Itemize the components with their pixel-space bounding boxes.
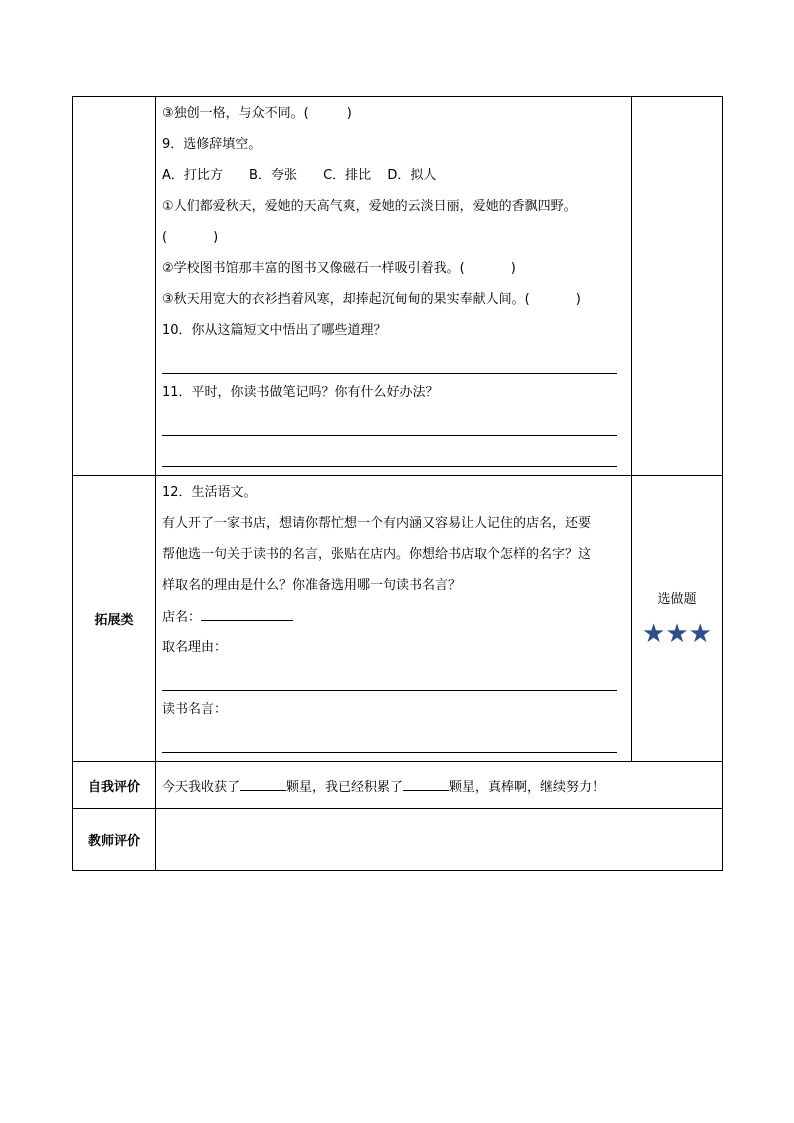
q12-text-line-2: 帮他选一句关于读书的名言，张贴在店内。你想给书店取个怎样的名字？这: [162, 547, 592, 562]
extension-label: 拓展类: [73, 476, 156, 762]
basic-section-row: [73, 97, 723, 476]
q9-option-d: D．拟人: [387, 168, 437, 183]
quote-answer-line[interactable]: [162, 730, 625, 761]
stars-earned-blank[interactable]: [240, 776, 286, 791]
reason-label: 取名理由：: [162, 640, 228, 655]
basic-section-label-cell: [73, 97, 156, 476]
q9-option-c: C．排比: [323, 168, 372, 183]
teacher-eval-row: [73, 809, 723, 871]
q9-item2: ②学校图书馆那丰富的图书又像磁石一样吸引着我。( ): [162, 261, 516, 276]
q9-option-b: B．夸张: [249, 168, 297, 183]
teacher-eval-content[interactable]: [156, 809, 723, 871]
extension-section-row: [73, 476, 723, 762]
q9-option-a: A．打比方: [162, 168, 223, 183]
q10: 10．你从这篇短文中悟出了哪些道理？: [162, 323, 387, 338]
self-eval-row: [73, 762, 723, 809]
extension-content: [156, 476, 632, 762]
q10-answer-line[interactable]: [162, 351, 625, 382]
q11-answer-line-2[interactable]: [162, 444, 625, 475]
q9-options: [162, 165, 625, 196]
q9-item3: ③秋天用宽大的衣衫挡着风寒，却捧起沉甸甸的果实奉献人间。( ): [162, 292, 581, 307]
worksheet-table: [72, 96, 723, 871]
q11-answer-line-1[interactable]: [162, 413, 625, 444]
q11: 11．平时，你读书做笔记吗？你有什么好办法？: [162, 385, 439, 400]
optional-cell: [632, 476, 723, 762]
self-eval-label: 自我评价: [73, 762, 156, 809]
q8-item3: ③独创一格，与众不同。( ): [162, 106, 352, 121]
reason-answer-line[interactable]: [162, 668, 625, 699]
basic-section-side-cell: [632, 97, 723, 476]
self-eval-content: 今天我收获了 颗星，我已经积累了 颗星，真棒啊，继续努力！: [156, 762, 723, 809]
q12-text-line-3: 样取名的理由是什么？你准备选用哪一句读书名言？: [162, 578, 462, 593]
stars-total-blank[interactable]: [403, 776, 449, 791]
basic-section-content: [156, 97, 632, 476]
q9-item1: ①人们都爱秋天，爱她的天高气爽，爱她的云淡日丽，爱她的香飘四野。: [162, 199, 577, 214]
star-rating-icon: ★★★: [642, 619, 712, 649]
q12-title: 12．生活语文。: [162, 485, 257, 500]
optional-label: 选做题: [657, 592, 697, 607]
teacher-eval-label: 教师评价: [73, 809, 156, 871]
store-name-blank[interactable]: [201, 606, 293, 621]
q9-title: 9．选修辞填空。: [162, 137, 262, 152]
quote-label: 读书名言：: [162, 702, 228, 717]
store-name-label: 店名：: [162, 610, 202, 625]
store-name-row: [162, 606, 625, 637]
q9-item1-paren: ( ): [162, 230, 219, 245]
q12-text-line-1: 有人开了一家书店，想请你帮忙想一个有内涵又容易让人记住的店名，还要: [162, 516, 592, 531]
